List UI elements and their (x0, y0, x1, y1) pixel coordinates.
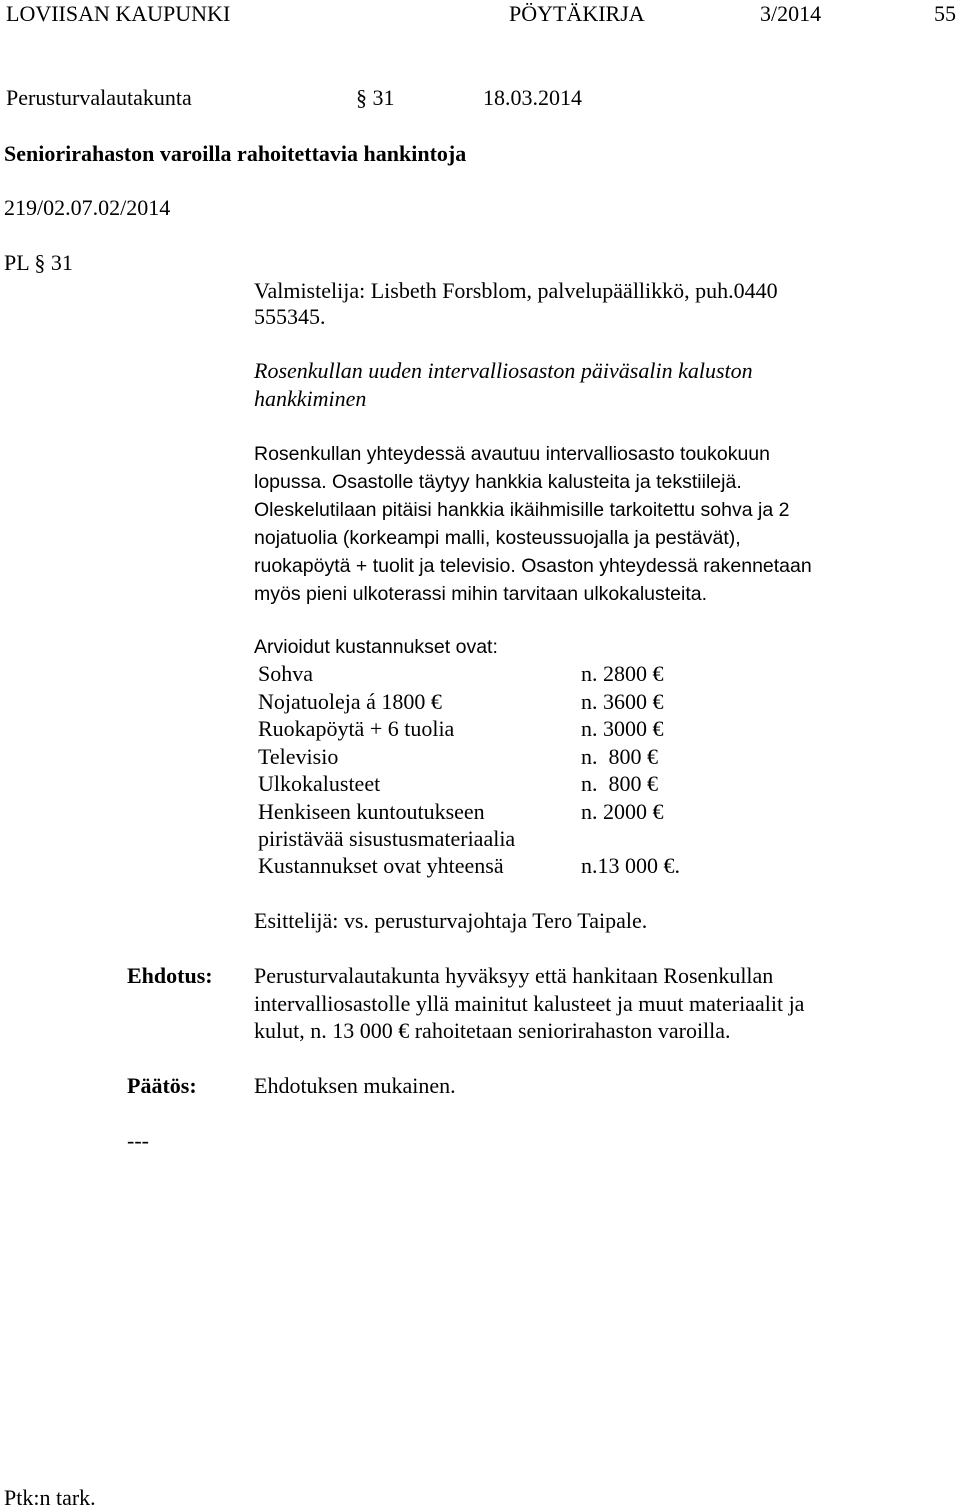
cost-item-name: Nojatuoleja á 1800 € (258, 689, 442, 714)
proposal-line: intervalliosastolle yllä mainitut kalusteet ja muut materiaalit ja (254, 991, 805, 1016)
header-document-number: 3/2014 (760, 1, 822, 26)
reference-number: 219/02.07.02/2014 (4, 195, 171, 220)
cost-item-amount: n. 800 € (581, 744, 658, 769)
cost-total-amount: n.13 000 €. (581, 853, 680, 878)
paragraph-line: nojatuolia (korkeampi malli, kosteussuojalla ja pestävät), (254, 527, 741, 549)
proposal-label: Ehdotus: (127, 963, 213, 988)
paragraph-line: myös pieni ulkoterassi mihin tarvitaan ulkokalusteita. (254, 583, 708, 605)
decision-text: Ehdotuksen mukainen. (254, 1073, 456, 1098)
preparer-line-1: Valmistelija: Lisbeth Forsblom, palvelupäällikkö, puh.0440 (254, 278, 778, 303)
header-page-number: 55 (934, 1, 956, 26)
paragraph-line: Oleskelutilaan pitäisi hankkia ikäihmisille tarkoitettu sohva ja 2 (254, 499, 790, 521)
item-heading-line-2: hankkiminen (254, 386, 367, 411)
header-organization: LOVIISAN KAUPUNKI (6, 1, 231, 26)
cost-item-amount: n. 3600 € (581, 689, 664, 714)
cost-item-amount: n. 3000 € (581, 716, 664, 741)
header-document-type: PÖYTÄKIRJA (509, 1, 645, 26)
cost-item-name: Henkiseen kuntoutukseen (258, 799, 485, 824)
cost-item-name: Ruokapöytä + 6 tuolia (258, 716, 455, 741)
preparer-line-2: 555345. (254, 304, 326, 329)
proposal-line: Perusturvalautakunta hyväksyy että hankitaan Rosenkullan (254, 963, 774, 988)
cost-item-name: Ulkokalusteet (258, 771, 381, 796)
item-heading-line-1: Rosenkullan uuden intervalliosaston päiväsalin kaluston (254, 358, 753, 383)
cost-item-name: Sohva (258, 661, 313, 686)
costs-title: Arvioidut kustannukset ovat: (254, 636, 498, 658)
meeting-date: 18.03.2014 (483, 85, 582, 110)
footer-check-label: Ptk:n tark. (4, 1485, 96, 1510)
committee-name: Perusturvalautakunta (6, 85, 192, 110)
cost-item-amount: n. 2000 € (581, 799, 664, 824)
separator-dashes: --- (127, 1128, 149, 1153)
decision-label: Päätös: (127, 1073, 197, 1098)
pl-section-label: PL § 31 (4, 250, 73, 275)
cost-item-name: Televisio (258, 744, 339, 769)
section-number: § 31 (356, 85, 395, 110)
presenter-line: Esittelijä: vs. perusturvajohtaja Tero Taipale. (254, 908, 648, 933)
paragraph-line: ruokapöytä + tuolit ja televisio. Osaston yhteydessä rakennetaan (254, 555, 812, 577)
paragraph-line: Rosenkullan yhteydessä avautuu intervalliosasto toukokuun (254, 443, 770, 465)
proposal-line: kulut, n. 13 000 € rahoitetaan seniorirahaston varoilla. (254, 1018, 731, 1043)
paragraph-line: lopussa. Osastolle täytyy hankkia kalusteita ja tekstiilejä. (254, 471, 742, 493)
subject-title: Seniorirahaston varoilla rahoitettavia hankintoja (4, 141, 467, 166)
cost-item-amount: n. 800 € (581, 771, 658, 796)
cost-total-label: Kustannukset ovat yhteensä (258, 853, 504, 878)
cost-item-name: piristävää sisustusmateriaalia (258, 826, 516, 851)
cost-item-amount: n. 2800 € (581, 661, 664, 686)
